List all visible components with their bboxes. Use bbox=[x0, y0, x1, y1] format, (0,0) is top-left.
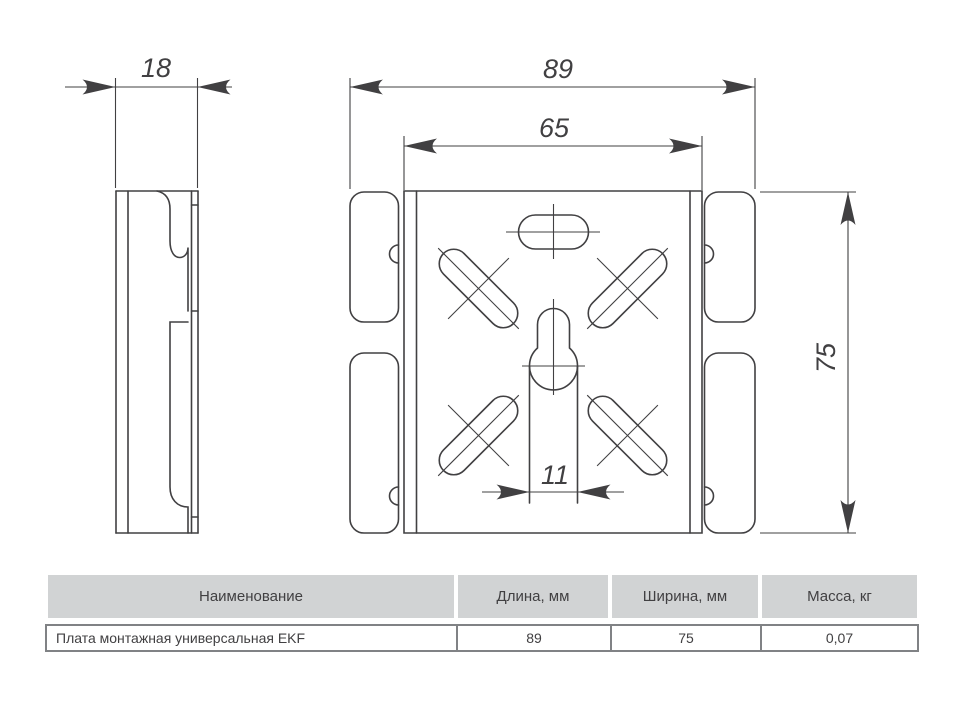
dim-label-18: 18 bbox=[140, 53, 172, 83]
dim-side-thickness bbox=[65, 53, 232, 188]
dim-height bbox=[760, 192, 856, 533]
tab-lower-right bbox=[705, 353, 756, 533]
row-cell-name: Плата монтажная универсальная EKF bbox=[56, 630, 306, 646]
diagonal-slot-upper-left bbox=[408, 218, 549, 359]
dim-label-11: 11 bbox=[540, 460, 570, 490]
spec-table-header bbox=[48, 575, 917, 618]
row-cell-mass: 0,07 bbox=[760, 626, 917, 650]
header-cell-length: Длина, мм bbox=[458, 575, 608, 618]
diagonal-slot-lower-left bbox=[408, 365, 549, 506]
row-cell-length: 89 bbox=[456, 626, 610, 650]
drawing-root bbox=[65, 53, 856, 533]
diagonal-slot-upper-right bbox=[557, 218, 698, 359]
dim-body-width bbox=[404, 113, 702, 190]
header-cell-name: Наименование bbox=[48, 575, 454, 618]
side-view bbox=[116, 191, 198, 533]
row-cell-width: 75 bbox=[610, 626, 760, 650]
dim-label-75: 75 bbox=[811, 342, 841, 374]
header-cell-mass: Масса, кг bbox=[762, 575, 917, 618]
tab-upper-right bbox=[705, 192, 756, 322]
dim-slot-width bbox=[482, 460, 624, 492]
dim-label-89: 89 bbox=[542, 54, 574, 84]
table-row bbox=[45, 624, 919, 652]
tab-lower-left bbox=[350, 353, 399, 533]
oblong-hole-top bbox=[506, 204, 600, 259]
dim-label-65: 65 bbox=[538, 113, 570, 143]
dimensions bbox=[65, 53, 856, 533]
tab-upper-left bbox=[350, 192, 399, 322]
header-cell-width: Ширина, мм bbox=[612, 575, 758, 618]
